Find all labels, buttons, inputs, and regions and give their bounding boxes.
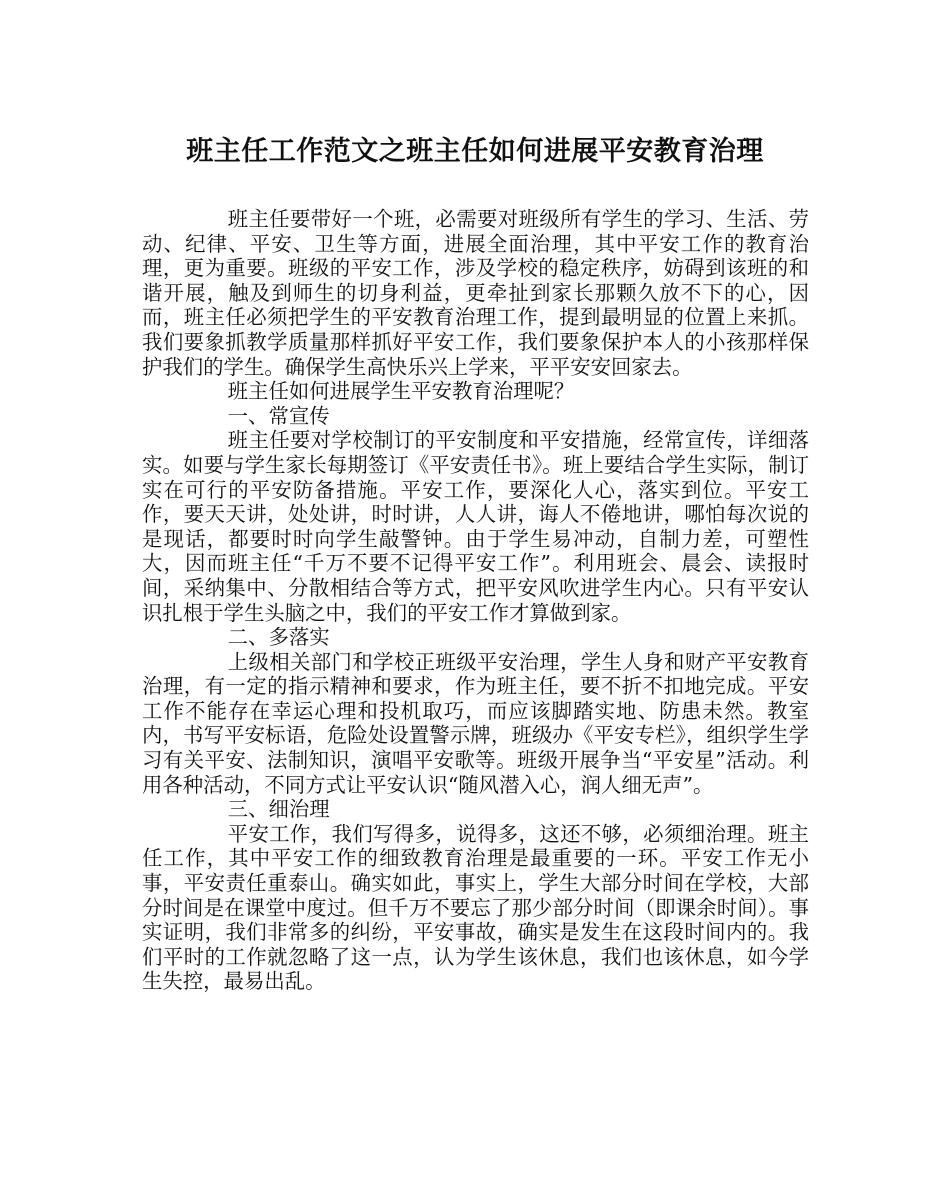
section-heading-1: 一、常宣传 xyxy=(227,403,330,428)
paragraph-intro: 班主任要带好一个班，必需要对班级所有学生的学习、生活、劳动、纪律、平安、卫生等方面，进展全面治理，其中平安工作的教育治理，更为重要。班级的平安工作，涉及学校的稳定秩序，妨碍到该班的和谐开展，触及到师生的切身利益，更牵扯到家长那颗久放不下的心，因而，班主任必须把学生的平安教育治理工作，提到最明显的位置上来抓。我们要象抓教学质量那样抓好平安工作，我们要象保护本人的小孩那样保护我们的学生。确保学生高快乐兴上学来，平平安安回家去。 xyxy=(142,207,809,379)
paragraph-section-2: 上级相关部门和学校正班级平安治理，学生人身和财产平安教育治理，有一定的指示精神和要求，作为班主任，要不折不扣地完成。平安工作不能存在幸运心理和投机取巧，而应该脚踏实地、防患未然。教室内，书写平安标语，危险处设置警示牌，班级办《平安专栏》，组织学生学习有关平安、法制知识，演唱平安歌等。班级开展争当“平安星”活动。利用各种活动，不同方式让平安认识“随风潜入心，润人细无声”。 xyxy=(142,649,809,797)
section-heading-2: 二、多落实 xyxy=(227,625,330,650)
paragraph-section-1: 班主任要对学校制订的平安制度和平安措施，经常宣传，详细落实。如要与学生家长每期签订《平安责任书》。班上要结合学生实际，制订实在可行的平安防备措施。平安工作，要深化人心，落实到位。平安工作，要天天讲，处处讲，时时讲，人人讲，诲人不倦地讲，哪怕每次说的是现话，都要时时向学生敲警钟。由于学生易冲动，自制力差，可塑性大，因而班主任“千万不要不记得平安工作”。利用班会、晨会、读报时间，采纳集中、分散相结合等方式，把平安风吹进学生内心。只有平安认识扎根于学生头脑之中，我们的平安工作才算做到家。 xyxy=(142,428,809,625)
paragraph-section-3: 平安工作，我们写得多，说得多，这还不够，必须细治理。班主任工作，其中平安工作的细致教育治理是最重要的一环。平安工作无小事，平安责任重泰山。确实如此，事实上，学生大部分时间在学校，大部分时间是在课堂中度过。但千万不要忘了那少部分时间（即课余时间）。事实证明，我们非常多的纠纷，平安事故，确实是发生在这段时间内的。我们平时的工作就忽略了这一点，认为学生该休息，我们也该休息，如今学生失控，最易出乱。 xyxy=(142,821,809,994)
paragraph-question: 班主任如何进展学生平安教育治理呢？ xyxy=(227,379,575,404)
section-heading-3: 三、细治理 xyxy=(227,797,330,822)
document-title: 班主任工作范文之班主任如何进展平安教育治理 xyxy=(186,136,764,167)
document-body xyxy=(142,207,809,994)
